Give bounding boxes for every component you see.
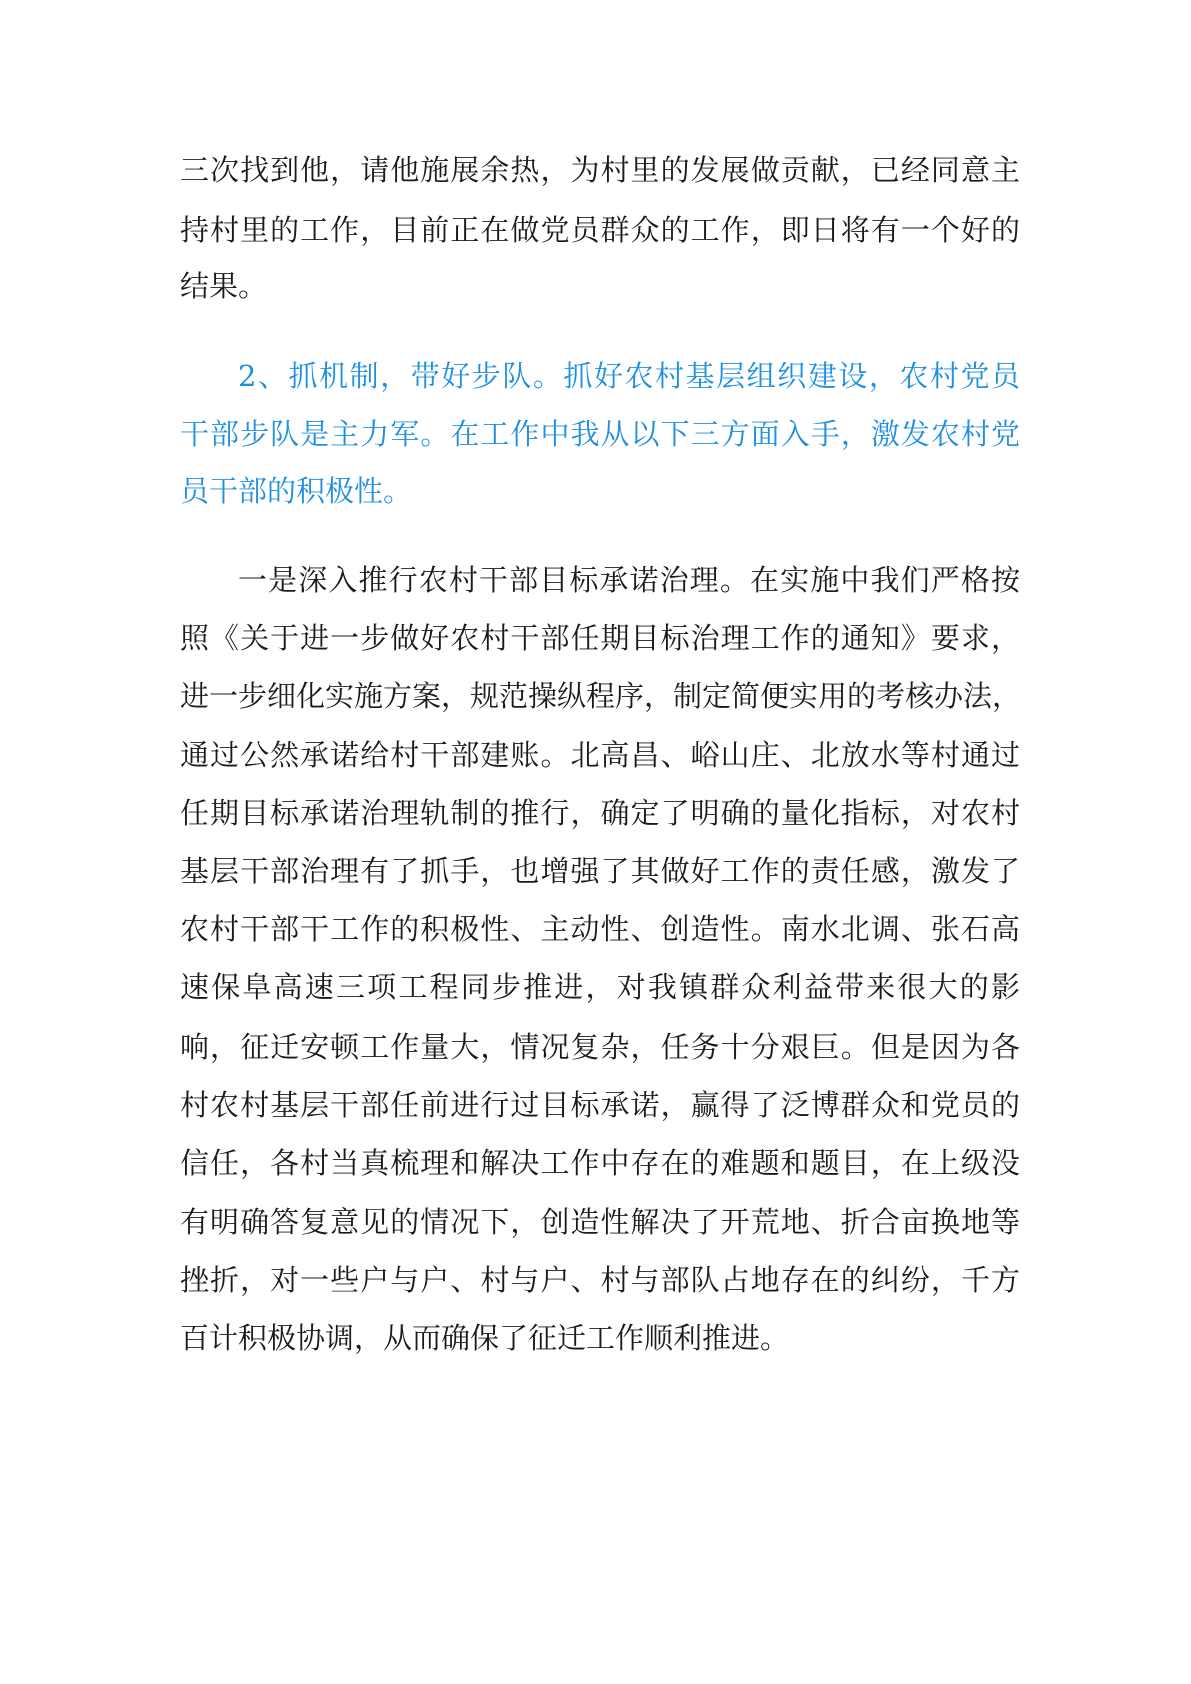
paragraph-1-line: 持村里的工作，目前正在做党员群众的工作，即日将有一个好的 (180, 213, 1020, 247)
paragraph-3-line: 一是深入推行农村干部目标承诺治理。在实施中我们严格按 (238, 563, 1020, 597)
paragraph-3-line: 速保阜高速三项工程同步推进，对我镇群众利益带来很大的影 (180, 970, 1020, 1004)
paragraph-3-line: 村农村基层干部任前进行过目标承诺，赢得了泛博群众和党员的 (180, 1088, 1020, 1122)
paragraph-3-line: 通过公然承诺给村干部建账。北高昌、峪山庄、北放水等村通过 (180, 738, 1020, 772)
paragraph-3-line: 照《关于进一步做好农村干部任期目标治理工作的通知》要求， (180, 621, 1020, 655)
paragraph-1-line: 三次找到他，请他施展余热，为村里的发展做贡献，已经同意主 (180, 153, 1020, 187)
paragraph-3-line: 响，征迁安顿工作量大，情况复杂，任务十分艰巨。但是因为各 (180, 1030, 1020, 1064)
paragraph-3-line: 农村干部干工作的积极性、主动性、创造性。南水北调、张石高 (180, 912, 1020, 946)
paragraph-3-line: 百计积极协调，从而确保了征迁工作顺利推进。 (180, 1321, 790, 1355)
paragraph-3-line: 任期目标承诺治理轨制的推行，确定了明确的量化指标，对农村 (180, 796, 1020, 830)
paragraph-3-line: 信任，各村当真梳理和解决工作中存在的难题和题目，在上级没 (180, 1146, 1020, 1180)
paragraph-2-line: 干部步队是主力军。在工作中我从以下三方面入手，激发农村党 (180, 417, 1020, 451)
paragraph-3-line: 挫折，对一些户与户、村与户、村与部队占地存在的纠纷，千方 (180, 1263, 1020, 1297)
paragraph-1-line: 结果。 (180, 269, 268, 303)
paragraph-2-line: 2、抓机制，带好步队。抓好农村基层组织建设，农村党员 (238, 359, 1020, 393)
paragraph-2-line: 员干部的积极性。 (180, 474, 413, 508)
paragraph-3-line: 基层干部治理有了抓手，也增强了其做好工作的责任感，激发了 (180, 854, 1020, 888)
paragraph-3-line: 进一步细化实施方案，规范操纵程序，制定简便实用的考核办法， (180, 679, 1022, 713)
paragraph-3-line: 有明确答复意见的情况下，创造性解决了开荒地、折合亩换地等 (180, 1205, 1020, 1239)
